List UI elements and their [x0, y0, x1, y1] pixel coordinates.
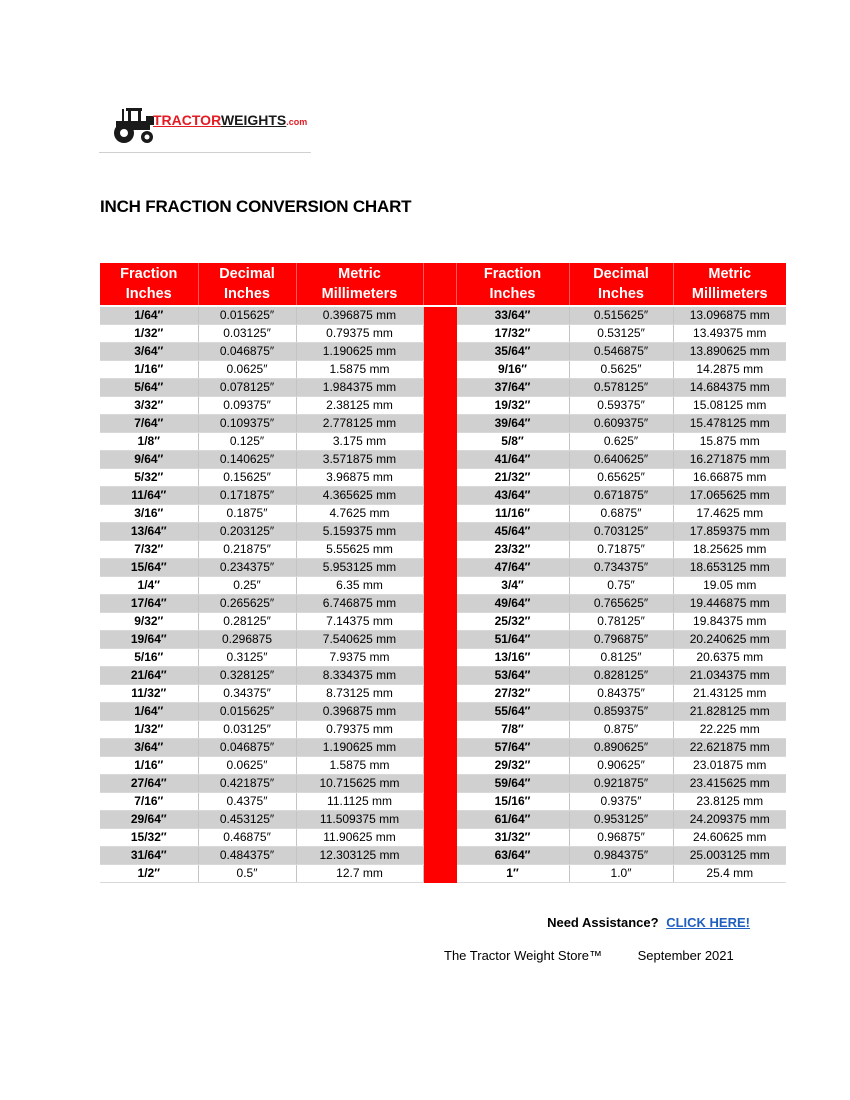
- cell-separator: [423, 415, 456, 433]
- cell-decimal-left: 0.265625″: [198, 595, 296, 613]
- cell-decimal-left: 0.03125″: [198, 721, 296, 739]
- cell-fraction-left: 27/64″: [100, 775, 198, 793]
- table-row: [100, 793, 786, 811]
- table-body: [100, 306, 786, 883]
- table-row: [100, 487, 786, 505]
- cell-fraction-left: 7/64″: [100, 415, 198, 433]
- header-decimal-left: Decimal Inches: [198, 263, 296, 306]
- cell-fraction-right: 13/16″: [456, 649, 569, 667]
- cell-fraction-left: 5/64″: [100, 379, 198, 397]
- cell-metric-right: 14.2875 mm: [673, 361, 786, 379]
- header-decimal-right: Decimal Inches: [569, 263, 673, 306]
- cell-decimal-left: 0.21875″: [198, 541, 296, 559]
- cell-decimal-left: 0.125″: [198, 433, 296, 451]
- cell-metric-left: 0.79375 mm: [296, 721, 423, 739]
- table-row: [100, 721, 786, 739]
- cell-metric-left: 3.175 mm: [296, 433, 423, 451]
- cell-metric-right: 21.034375 mm: [673, 667, 786, 685]
- cell-decimal-right: 0.921875″: [569, 775, 673, 793]
- cell-fraction-left: 11/64″: [100, 487, 198, 505]
- cell-decimal-right: 0.90625″: [569, 757, 673, 775]
- cell-metric-right: 17.859375 mm: [673, 523, 786, 541]
- cell-decimal-right: 0.65625″: [569, 469, 673, 487]
- cell-metric-left: 1.190625 mm: [296, 343, 423, 361]
- cell-separator: [423, 505, 456, 523]
- cell-separator: [423, 613, 456, 631]
- cell-decimal-right: 1.0″: [569, 865, 673, 883]
- cell-decimal-left: 0.28125″: [198, 613, 296, 631]
- cell-separator: [423, 306, 456, 325]
- table-row: [100, 631, 786, 649]
- cell-fraction-right: 57/64″: [456, 739, 569, 757]
- cell-metric-right: 21.43125 mm: [673, 685, 786, 703]
- cell-separator: [423, 559, 456, 577]
- cell-decimal-right: 0.703125″: [569, 523, 673, 541]
- cell-separator: [423, 775, 456, 793]
- cell-fraction-left: 1/64″: [100, 306, 198, 325]
- table-row: [100, 667, 786, 685]
- cell-fraction-right: 7/8″: [456, 721, 569, 739]
- cell-decimal-left: 0.171875″: [198, 487, 296, 505]
- cell-decimal-right: 0.953125″: [569, 811, 673, 829]
- cell-fraction-right: 55/64″: [456, 703, 569, 721]
- cell-metric-right: 19.05 mm: [673, 577, 786, 595]
- cell-fraction-left: 3/64″: [100, 739, 198, 757]
- header-separator: [423, 263, 456, 306]
- cell-metric-left: 7.14375 mm: [296, 613, 423, 631]
- cell-fraction-right: 17/32″: [456, 325, 569, 343]
- header-fraction-left: Fraction Inches: [100, 263, 198, 306]
- header-fraction-right: Fraction Inches: [456, 263, 569, 306]
- cell-separator: [423, 829, 456, 847]
- cell-decimal-left: 0.34375″: [198, 685, 296, 703]
- cell-separator: [423, 757, 456, 775]
- cell-metric-right: 15.08125 mm: [673, 397, 786, 415]
- cell-separator: [423, 811, 456, 829]
- cell-fraction-left: 1/8″: [100, 433, 198, 451]
- cell-metric-right: 19.84375 mm: [673, 613, 786, 631]
- cell-decimal-right: 0.515625″: [569, 306, 673, 325]
- cell-decimal-right: 0.8125″: [569, 649, 673, 667]
- cell-fraction-left: 1/16″: [100, 361, 198, 379]
- cell-metric-left: 5.953125 mm: [296, 559, 423, 577]
- cell-metric-left: 8.73125 mm: [296, 685, 423, 703]
- header-metric-left: Metric Millimeters: [296, 263, 423, 306]
- table-row: [100, 361, 786, 379]
- cell-fraction-left: 1/64″: [100, 703, 198, 721]
- table-header-row: [100, 263, 786, 306]
- cell-metric-right: 17.065625 mm: [673, 487, 786, 505]
- cell-metric-left: 11.90625 mm: [296, 829, 423, 847]
- cell-metric-right: 19.446875 mm: [673, 595, 786, 613]
- cell-separator: [423, 631, 456, 649]
- cell-metric-left: 12.303125 mm: [296, 847, 423, 865]
- cell-decimal-left: 0.0625″: [198, 361, 296, 379]
- cell-fraction-left: 3/16″: [100, 505, 198, 523]
- cell-metric-right: 25.003125 mm: [673, 847, 786, 865]
- cell-decimal-left: 0.203125″: [198, 523, 296, 541]
- table-row: [100, 757, 786, 775]
- cell-decimal-right: 0.890625″: [569, 739, 673, 757]
- cell-fraction-right: 51/64″: [456, 631, 569, 649]
- cell-fraction-right: 19/32″: [456, 397, 569, 415]
- cell-fraction-left: 31/64″: [100, 847, 198, 865]
- cell-decimal-left: 0.1875″: [198, 505, 296, 523]
- cell-separator: [423, 469, 456, 487]
- cell-decimal-left: 0.25″: [198, 577, 296, 595]
- assistance-label: Need Assistance?: [547, 915, 659, 930]
- table-row: [100, 847, 786, 865]
- cell-fraction-left: 13/64″: [100, 523, 198, 541]
- table-row: [100, 865, 786, 883]
- cell-metric-left: 7.9375 mm: [296, 649, 423, 667]
- cell-separator: [423, 847, 456, 865]
- cell-decimal-right: 0.640625″: [569, 451, 673, 469]
- cell-metric-left: 3.571875 mm: [296, 451, 423, 469]
- cell-decimal-right: 0.859375″: [569, 703, 673, 721]
- cell-decimal-left: 0.5″: [198, 865, 296, 883]
- cell-fraction-left: 9/64″: [100, 451, 198, 469]
- cell-fraction-right: 45/64″: [456, 523, 569, 541]
- cell-separator: [423, 649, 456, 667]
- table-row: [100, 325, 786, 343]
- table-row: [100, 613, 786, 631]
- cell-decimal-right: 0.984375″: [569, 847, 673, 865]
- table-row: [100, 703, 786, 721]
- cell-separator: [423, 595, 456, 613]
- cell-decimal-left: 0.015625″: [198, 306, 296, 325]
- cell-separator: [423, 865, 456, 883]
- cell-decimal-right: 0.59375″: [569, 397, 673, 415]
- cell-metric-right: 16.66875 mm: [673, 469, 786, 487]
- cell-metric-right: 13.49375 mm: [673, 325, 786, 343]
- table-row: [100, 685, 786, 703]
- cell-metric-right: 22.621875 mm: [673, 739, 786, 757]
- cell-decimal-right: 0.765625″: [569, 595, 673, 613]
- cell-decimal-right: 0.71875″: [569, 541, 673, 559]
- cell-decimal-left: 0.046875″: [198, 739, 296, 757]
- cell-fraction-left: 5/32″: [100, 469, 198, 487]
- cell-decimal-left: 0.3125″: [198, 649, 296, 667]
- table-row: [100, 451, 786, 469]
- cell-fraction-right: 43/64″: [456, 487, 569, 505]
- cell-metric-left: 2.778125 mm: [296, 415, 423, 433]
- cell-fraction-right: 25/32″: [456, 613, 569, 631]
- cell-decimal-right: 0.796875″: [569, 631, 673, 649]
- cell-metric-left: 5.55625 mm: [296, 541, 423, 559]
- cell-separator: [423, 577, 456, 595]
- cell-fraction-left: 17/64″: [100, 595, 198, 613]
- cell-decimal-left: 0.234375″: [198, 559, 296, 577]
- cell-metric-right: 18.25625 mm: [673, 541, 786, 559]
- cell-metric-right: 23.01875 mm: [673, 757, 786, 775]
- cell-fraction-right: 5/8″: [456, 433, 569, 451]
- cell-fraction-left: 21/64″: [100, 667, 198, 685]
- cell-metric-right: 23.8125 mm: [673, 793, 786, 811]
- cell-decimal-left: 0.484375″: [198, 847, 296, 865]
- assistance-line: [547, 915, 750, 930]
- cell-metric-right: 17.4625 mm: [673, 505, 786, 523]
- cell-fraction-right: 21/32″: [456, 469, 569, 487]
- cell-metric-left: 6.35 mm: [296, 577, 423, 595]
- table-row: [100, 649, 786, 667]
- cell-fraction-left: 19/64″: [100, 631, 198, 649]
- table-row: [100, 469, 786, 487]
- table-row: [100, 829, 786, 847]
- table-row: [100, 739, 786, 757]
- logo-wordmark: [153, 112, 307, 130]
- table-row: [100, 306, 786, 325]
- cell-fraction-right: 39/64″: [456, 415, 569, 433]
- cell-separator: [423, 487, 456, 505]
- table-row: [100, 415, 786, 433]
- table-row: [100, 505, 786, 523]
- cell-separator: [423, 721, 456, 739]
- cell-separator: [423, 703, 456, 721]
- cell-decimal-left: 0.015625″: [198, 703, 296, 721]
- cell-decimal-right: 0.6875″: [569, 505, 673, 523]
- cell-fraction-right: 29/32″: [456, 757, 569, 775]
- footer-store: The Tractor Weight Store™: [444, 948, 602, 963]
- cell-metric-left: 5.159375 mm: [296, 523, 423, 541]
- page-title: INCH FRACTION CONVERSION CHART: [100, 197, 412, 216]
- cell-decimal-left: 0.46875″: [198, 829, 296, 847]
- table-row: [100, 343, 786, 361]
- table-row: [100, 523, 786, 541]
- cell-decimal-right: 0.609375″: [569, 415, 673, 433]
- cell-separator: [423, 361, 456, 379]
- cell-fraction-right: 33/64″: [456, 306, 569, 325]
- cell-fraction-left: 11/32″: [100, 685, 198, 703]
- cell-metric-left: 1.984375 mm: [296, 379, 423, 397]
- cell-fraction-right: 37/64″: [456, 379, 569, 397]
- cell-decimal-right: 0.671875″: [569, 487, 673, 505]
- cell-metric-right: 24.60625 mm: [673, 829, 786, 847]
- cell-metric-left: 3.96875 mm: [296, 469, 423, 487]
- cell-decimal-left: 0.09375″: [198, 397, 296, 415]
- table-row: [100, 541, 786, 559]
- cell-metric-left: 8.334375 mm: [296, 667, 423, 685]
- cell-decimal-right: 0.546875″: [569, 343, 673, 361]
- cell-fraction-left: 1/4″: [100, 577, 198, 595]
- cell-metric-right: 13.890625 mm: [673, 343, 786, 361]
- conversion-table: [100, 263, 786, 883]
- cell-metric-right: 15.478125 mm: [673, 415, 786, 433]
- cell-fraction-right: 59/64″: [456, 775, 569, 793]
- cell-metric-left: 11.1125 mm: [296, 793, 423, 811]
- table-row: [100, 397, 786, 415]
- cell-metric-right: 15.875 mm: [673, 433, 786, 451]
- cell-fraction-left: 1/32″: [100, 721, 198, 739]
- cell-separator: [423, 433, 456, 451]
- cell-decimal-right: 0.734375″: [569, 559, 673, 577]
- cell-fraction-right: 53/64″: [456, 667, 569, 685]
- tractor-icon: [110, 106, 154, 146]
- cell-decimal-left: 0.109375″: [198, 415, 296, 433]
- footer-date: September 2021: [637, 948, 734, 963]
- cell-metric-right: 21.828125 mm: [673, 703, 786, 721]
- cell-fraction-right: 41/64″: [456, 451, 569, 469]
- cell-fraction-right: 23/32″: [456, 541, 569, 559]
- cell-decimal-right: 0.75″: [569, 577, 673, 595]
- cell-metric-right: 24.209375 mm: [673, 811, 786, 829]
- cell-fraction-left: 7/32″: [100, 541, 198, 559]
- cell-separator: [423, 325, 456, 343]
- cell-decimal-left: 0.453125″: [198, 811, 296, 829]
- cell-separator: [423, 667, 456, 685]
- cell-fraction-right: 11/16″: [456, 505, 569, 523]
- logo: [110, 106, 310, 146]
- cell-metric-left: 7.540625 mm: [296, 631, 423, 649]
- table-row: [100, 379, 786, 397]
- cell-decimal-left: 0.296875: [198, 631, 296, 649]
- cell-decimal-right: 0.53125″: [569, 325, 673, 343]
- table-row: [100, 595, 786, 613]
- cell-fraction-left: 1/32″: [100, 325, 198, 343]
- cell-decimal-left: 0.328125″: [198, 667, 296, 685]
- cell-decimal-right: 0.78125″: [569, 613, 673, 631]
- cell-metric-left: 1.5875 mm: [296, 757, 423, 775]
- cell-metric-right: 25.4 mm: [673, 865, 786, 883]
- header-metric-right: Metric Millimeters: [673, 263, 786, 306]
- cell-decimal-right: 0.9375″: [569, 793, 673, 811]
- cell-metric-right: 22.225 mm: [673, 721, 786, 739]
- cell-decimal-right: 0.828125″: [569, 667, 673, 685]
- cell-fraction-right: 35/64″: [456, 343, 569, 361]
- cell-fraction-left: 5/16″: [100, 649, 198, 667]
- cell-metric-left: 1.5875 mm: [296, 361, 423, 379]
- cell-decimal-left: 0.0625″: [198, 757, 296, 775]
- cell-separator: [423, 541, 456, 559]
- cell-fraction-right: 1″: [456, 865, 569, 883]
- cell-fraction-right: 15/16″: [456, 793, 569, 811]
- cell-metric-left: 6.746875 mm: [296, 595, 423, 613]
- cell-fraction-left: 1/16″: [100, 757, 198, 775]
- cell-decimal-left: 0.421875″: [198, 775, 296, 793]
- cell-decimal-right: 0.875″: [569, 721, 673, 739]
- logo-brand-part2: WEIGHTS: [220, 112, 287, 128]
- cell-fraction-right: 3/4″: [456, 577, 569, 595]
- cell-fraction-right: 49/64″: [456, 595, 569, 613]
- cell-fraction-left: 15/32″: [100, 829, 198, 847]
- cell-metric-left: 4.365625 mm: [296, 487, 423, 505]
- cell-metric-right: 20.6375 mm: [673, 649, 786, 667]
- cell-decimal-right: 0.5625″: [569, 361, 673, 379]
- click-here-link[interactable]: CLICK HERE!: [666, 915, 750, 930]
- footer: [444, 948, 734, 963]
- cell-separator: [423, 523, 456, 541]
- cell-decimal-right: 0.625″: [569, 433, 673, 451]
- cell-separator: [423, 739, 456, 757]
- cell-decimal-right: 0.96875″: [569, 829, 673, 847]
- cell-decimal-left: 0.078125″: [198, 379, 296, 397]
- cell-decimal-left: 0.03125″: [198, 325, 296, 343]
- cell-fraction-left: 29/64″: [100, 811, 198, 829]
- cell-metric-right: 14.684375 mm: [673, 379, 786, 397]
- cell-fraction-right: 9/16″: [456, 361, 569, 379]
- logo-brand-suffix: .com: [286, 117, 308, 127]
- cell-decimal-left: 0.15625″: [198, 469, 296, 487]
- table-row: [100, 775, 786, 793]
- table-row: [100, 433, 786, 451]
- table-row: [100, 811, 786, 829]
- cell-metric-right: 13.096875 mm: [673, 306, 786, 325]
- cell-decimal-left: 0.046875″: [198, 343, 296, 361]
- cell-metric-left: 0.396875 mm: [296, 703, 423, 721]
- cell-metric-right: 18.653125 mm: [673, 559, 786, 577]
- cell-separator: [423, 343, 456, 361]
- logo-divider: [99, 152, 311, 153]
- cell-separator: [423, 379, 456, 397]
- cell-fraction-left: 3/64″: [100, 343, 198, 361]
- cell-decimal-right: 0.578125″: [569, 379, 673, 397]
- cell-metric-left: 2.38125 mm: [296, 397, 423, 415]
- logo-brand-part1: TRACTOR: [153, 112, 221, 128]
- cell-separator: [423, 793, 456, 811]
- cell-metric-left: 11.509375 mm: [296, 811, 423, 829]
- table-row: [100, 559, 786, 577]
- cell-fraction-right: 61/64″: [456, 811, 569, 829]
- cell-metric-right: 16.271875 mm: [673, 451, 786, 469]
- cell-metric-right: 23.415625 mm: [673, 775, 786, 793]
- cell-metric-left: 1.190625 mm: [296, 739, 423, 757]
- cell-decimal-left: 0.140625″: [198, 451, 296, 469]
- cell-fraction-right: 31/32″: [456, 829, 569, 847]
- cell-separator: [423, 685, 456, 703]
- cell-fraction-right: 63/64″: [456, 847, 569, 865]
- cell-fraction-right: 47/64″: [456, 559, 569, 577]
- cell-fraction-left: 1/2″: [100, 865, 198, 883]
- cell-separator: [423, 451, 456, 469]
- cell-fraction-left: 3/32″: [100, 397, 198, 415]
- cell-fraction-left: 9/32″: [100, 613, 198, 631]
- cell-metric-left: 10.715625 mm: [296, 775, 423, 793]
- cell-fraction-left: 15/64″: [100, 559, 198, 577]
- cell-metric-left: 0.396875 mm: [296, 306, 423, 325]
- cell-fraction-left: 7/16″: [100, 793, 198, 811]
- cell-metric-right: 20.240625 mm: [673, 631, 786, 649]
- cell-decimal-right: 0.84375″: [569, 685, 673, 703]
- cell-decimal-left: 0.4375″: [198, 793, 296, 811]
- cell-metric-left: 4.7625 mm: [296, 505, 423, 523]
- cell-fraction-right: 27/32″: [456, 685, 569, 703]
- cell-metric-left: 0.79375 mm: [296, 325, 423, 343]
- cell-separator: [423, 397, 456, 415]
- cell-metric-left: 12.7 mm: [296, 865, 423, 883]
- table-row: [100, 577, 786, 595]
